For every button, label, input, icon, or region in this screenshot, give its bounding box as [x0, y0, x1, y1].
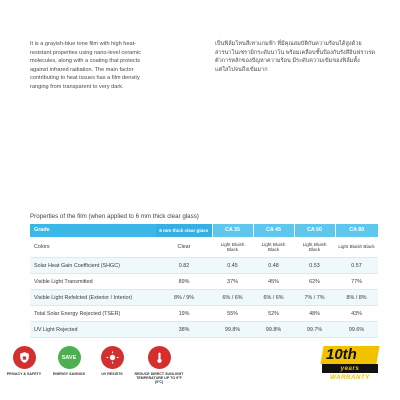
table-row — [30, 237, 378, 258]
cell-ca80: 0.57 — [335, 258, 378, 274]
header-ca45: CA 45 — [253, 224, 294, 237]
cell-ca80: 99.6% — [335, 322, 378, 338]
cell-ca60: 62% — [294, 274, 335, 290]
feature-label: ENERGY SAVINGS — [52, 372, 86, 376]
cell-ca35: 99.8% — [212, 322, 253, 338]
warranty-badge — [318, 346, 382, 381]
table-row — [30, 306, 378, 322]
header-ca80: CA 80 — [335, 224, 378, 237]
table-row — [30, 258, 378, 274]
cell-ca80: 43% — [335, 306, 378, 322]
warranty-label: years WARRANTY — [322, 364, 378, 373]
properties-table — [30, 224, 378, 338]
cell-ca35: 55% — [212, 306, 253, 322]
cell-ca80: 8% / 8% — [335, 290, 378, 306]
header-ca60: CA 60 — [294, 224, 335, 237]
row-label: Visible Light Transmitted — [30, 274, 156, 290]
table-row — [30, 322, 378, 338]
header-ca35: CA 35 — [212, 224, 253, 237]
feature-privacy-safety — [4, 346, 44, 376]
table-header-row — [30, 224, 378, 237]
cell-ca35: Light Bluish Black — [212, 237, 253, 258]
row-label: Visible Light Refelcted (Exterior / Interior) — [30, 290, 156, 306]
description-english: It is a grayish-blue tone film with high heat- resistant properties using nano-level ceramic molecules, along with a coating that protects against infrared radiation. The main factor contributing to heat issues has a film density ranging from transparent to very dark. — [30, 41, 141, 90]
cell-ca45: Light Bluish Black — [253, 237, 294, 258]
cell-ca60: 7% / 7% — [294, 290, 335, 306]
cell-ca60: 99.7% — [294, 322, 335, 338]
privacy-safety-icon — [13, 346, 36, 369]
row-label: Colors — [30, 237, 156, 258]
row-label: Total Solar Energy Rejected (TSER) — [30, 306, 156, 322]
energy-savings-icon — [58, 346, 81, 369]
cell-ca60: 0.53 — [294, 258, 335, 274]
cell-ca35: 6% / 6% — [212, 290, 253, 306]
description-thai: เป็นฟิล์มโทนสีเทาแกมฟ้า ที่มีคุณสมบัติกันความร้อนได้สูงด้วย สารนาโนเซรามิกระดับนาโน พร้อมเคลือบชั้นป้องกันรังสีอินฟราเรด ตัวการหลักของปัญหาความร้อน มีระดับความเข้มของฟิล์มตั้ง แต่ใสไปจนถึงเข้มมาก — [215, 41, 376, 73]
save-badge: SAVE — [61, 354, 77, 361]
cell-ca35: 37% — [212, 274, 253, 290]
cell-ca35: 0.45 — [212, 258, 253, 274]
cell-ca80: 77% — [335, 274, 378, 290]
cell-ca45: 6% / 6% — [253, 290, 294, 306]
cell-ca45: 52% — [253, 306, 294, 322]
cell-clear: 38% — [156, 322, 212, 338]
temperature-icon — [148, 346, 171, 369]
cell-ca80: Light Bluish Black — [335, 237, 378, 258]
feature-energy-savings — [49, 346, 89, 376]
warranty-years: 10th — [326, 346, 357, 363]
cell-ca45: 99.8% — [253, 322, 294, 338]
cell-ca45: 0.48 — [253, 258, 294, 274]
feature-label: PRIVACY & SAFETY — [6, 372, 42, 376]
table-row — [30, 274, 378, 290]
uv-resist-icon — [101, 346, 124, 369]
cell-clear: 89% — [156, 274, 212, 290]
cell-ca60: 48% — [294, 306, 335, 322]
cell-ca60: Light Bluish Black — [294, 237, 335, 258]
table-row — [30, 290, 378, 306]
cell-ca45: 45% — [253, 274, 294, 290]
cell-clear: 8% / 9% — [156, 290, 212, 306]
cell-clear: Clear — [156, 237, 212, 258]
header-grade: Grade — [30, 224, 156, 237]
feature-uv-resists — [92, 346, 132, 376]
cell-clear: 19% — [156, 306, 212, 322]
feature-temperature — [134, 346, 184, 385]
header-clear-glass: 6 mm thick clear glass — [156, 224, 212, 237]
properties-title: Properties of the film (when applied to 6 mm thick clear glass) — [30, 213, 199, 220]
cell-clear: 0.82 — [156, 258, 212, 274]
feature-label: UV RESISTS — [101, 372, 123, 376]
feature-label: REDUCE DIRECT SUNLIGHT TEMPERATURE UP TO 9°F (5°C) — [134, 372, 184, 385]
row-label: Solar Heat Gain Coefficient (SHGC) — [30, 258, 156, 274]
row-label: UV Light Rejected — [30, 322, 156, 338]
